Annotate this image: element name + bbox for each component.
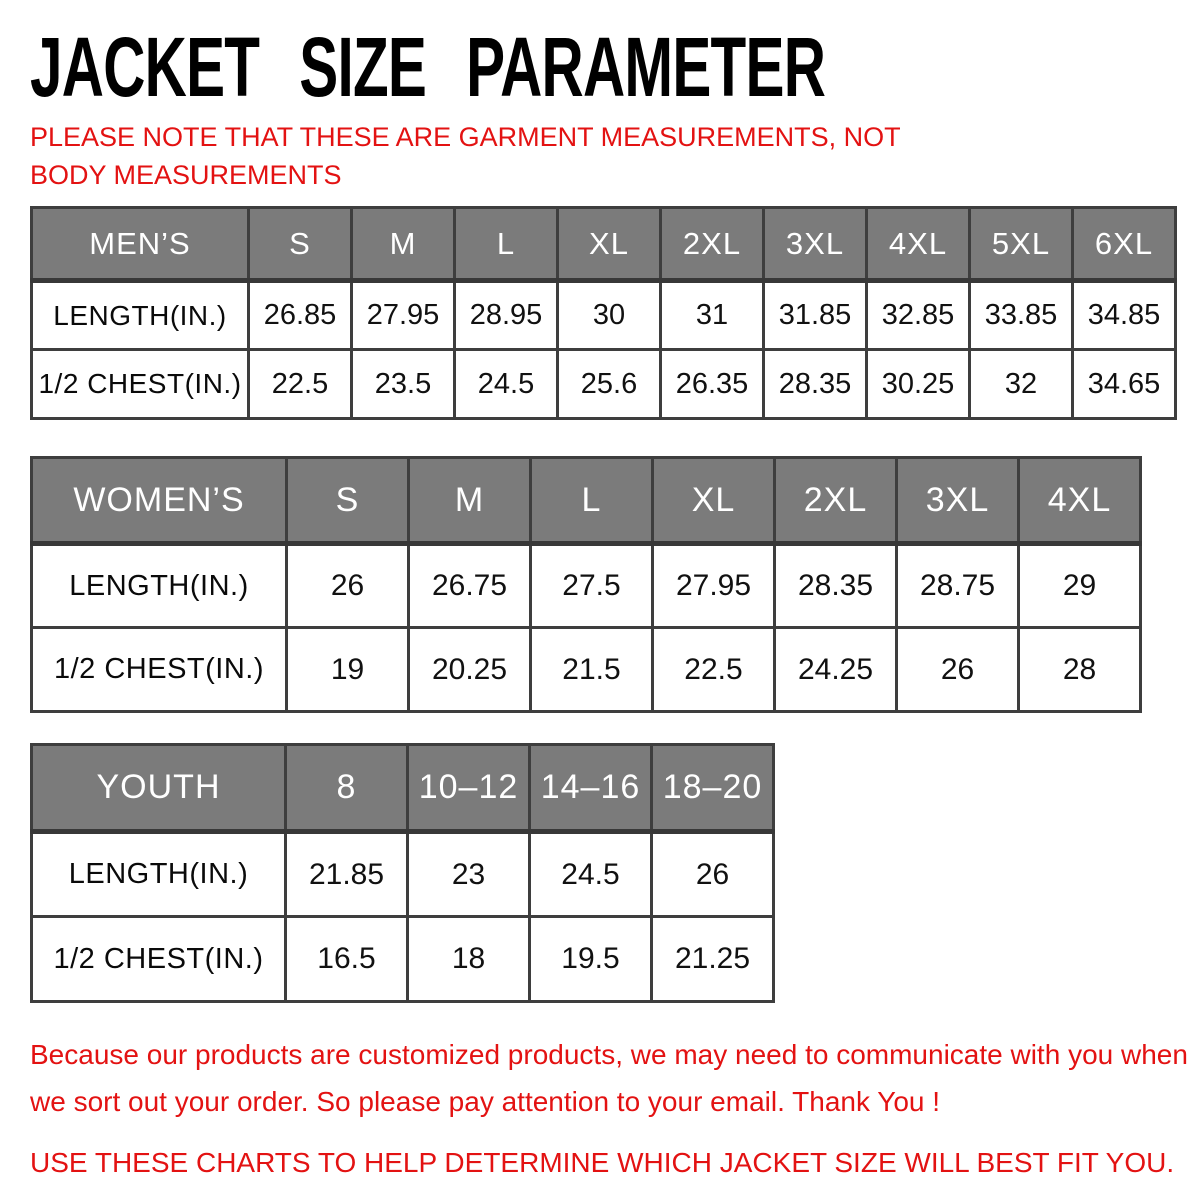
row-label: 1/2 CHEST(IN.) bbox=[32, 350, 249, 419]
womens-table-title: WOMEN’S bbox=[32, 458, 287, 544]
womens-size-header: XL bbox=[653, 458, 775, 544]
table-cell: 28 bbox=[1019, 628, 1141, 712]
table-cell: 28.95 bbox=[455, 281, 558, 350]
row-label: LENGTH(IN.) bbox=[32, 281, 249, 350]
table-cell: 27.5 bbox=[531, 544, 653, 628]
youth-size-header: 10–12 bbox=[408, 745, 530, 832]
table-cell: 21.5 bbox=[531, 628, 653, 712]
table-cell: 31 bbox=[661, 281, 764, 350]
womens-size-header: 4XL bbox=[1019, 458, 1141, 544]
mens-size-table bbox=[30, 206, 1177, 420]
youth-chest-row bbox=[32, 917, 774, 1002]
row-label: 1/2 CHEST(IN.) bbox=[32, 628, 287, 712]
youth-size-header: 14–16 bbox=[530, 745, 652, 832]
womens-length-row bbox=[32, 544, 1141, 628]
table-cell: 16.5 bbox=[286, 917, 408, 1002]
table-cell: 27.95 bbox=[352, 281, 455, 350]
table-cell: 21.25 bbox=[652, 917, 774, 1002]
mens-chest-row bbox=[32, 350, 1176, 419]
mens-size-header: S bbox=[249, 208, 352, 281]
youth-table-title: YOUTH bbox=[32, 745, 286, 832]
row-label: LENGTH(IN.) bbox=[32, 544, 287, 628]
garment-measurement-note: PLEASE NOTE THAT THESE ARE GARMENT MEASUREMENTS, NOT BODY MEASUREMENTS bbox=[30, 122, 901, 190]
table-cell: 31.85 bbox=[764, 281, 867, 350]
table-cell: 19 bbox=[287, 628, 409, 712]
table-cell: 28.35 bbox=[764, 350, 867, 419]
table-cell: 24.5 bbox=[455, 350, 558, 419]
youth-size-header: 18–20 bbox=[652, 745, 774, 832]
table-cell: 28.35 bbox=[775, 544, 897, 628]
womens-size-header: 3XL bbox=[897, 458, 1019, 544]
mens-length-row bbox=[32, 281, 1176, 350]
table-cell: 30 bbox=[558, 281, 661, 350]
table-cell: 26 bbox=[287, 544, 409, 628]
table-cell: 33.85 bbox=[970, 281, 1073, 350]
mens-size-header: M bbox=[352, 208, 455, 281]
youth-length-row bbox=[32, 832, 774, 917]
womens-size-header: 2XL bbox=[775, 458, 897, 544]
mens-header-row bbox=[32, 208, 1176, 281]
womens-size-table bbox=[30, 456, 1142, 713]
table-cell: 18 bbox=[408, 917, 530, 1002]
table-cell: 34.85 bbox=[1073, 281, 1176, 350]
table-cell: 26.85 bbox=[249, 281, 352, 350]
table-cell: 24.5 bbox=[530, 832, 652, 917]
table-cell: 26.75 bbox=[409, 544, 531, 628]
youth-size-header: 8 bbox=[286, 745, 408, 832]
table-cell: 21.85 bbox=[286, 832, 408, 917]
customization-notice: Because our products are customized products, we may need to communicate with you when we sort out your order. So please pay attention to your email. Thank You ! bbox=[30, 1039, 1188, 1117]
table-cell: 26 bbox=[652, 832, 774, 917]
table-cell: 29 bbox=[1019, 544, 1141, 628]
table-cell: 25.6 bbox=[558, 350, 661, 419]
womens-header-row bbox=[32, 458, 1141, 544]
mens-size-header: 5XL bbox=[970, 208, 1073, 281]
table-cell: 34.65 bbox=[1073, 350, 1176, 419]
womens-chest-row bbox=[32, 628, 1141, 712]
table-cell: 28.75 bbox=[897, 544, 1019, 628]
table-cell: 23 bbox=[408, 832, 530, 917]
table-cell: 26 bbox=[897, 628, 1019, 712]
womens-size-header: M bbox=[409, 458, 531, 544]
table-cell: 24.25 bbox=[775, 628, 897, 712]
table-cell: 19.5 bbox=[530, 917, 652, 1002]
mens-size-header: 4XL bbox=[867, 208, 970, 281]
womens-size-header: L bbox=[531, 458, 653, 544]
mens-size-header: 2XL bbox=[661, 208, 764, 281]
chart-usage-note: USE THESE CHARTS TO HELP DETERMINE WHICH JACKET SIZE WILL BEST FIT YOU. bbox=[30, 1147, 1175, 1178]
table-cell: 27.95 bbox=[653, 544, 775, 628]
mens-size-header: XL bbox=[558, 208, 661, 281]
mens-size-header: 6XL bbox=[1073, 208, 1176, 281]
table-cell: 22.5 bbox=[249, 350, 352, 419]
table-cell: 30.25 bbox=[867, 350, 970, 419]
womens-size-header: S bbox=[287, 458, 409, 544]
youth-size-table bbox=[30, 743, 775, 1003]
table-cell: 32.85 bbox=[867, 281, 970, 350]
page-title: JACKET SIZE PARAMETER bbox=[30, 19, 826, 115]
table-cell: 26.35 bbox=[661, 350, 764, 419]
row-label: 1/2 CHEST(IN.) bbox=[32, 917, 286, 1002]
page-title-wrap bbox=[30, 19, 1200, 115]
table-cell: 32 bbox=[970, 350, 1073, 419]
mens-size-header: 3XL bbox=[764, 208, 867, 281]
table-cell: 23.5 bbox=[352, 350, 455, 419]
youth-header-row bbox=[32, 745, 774, 832]
row-label: LENGTH(IN.) bbox=[32, 832, 286, 917]
table-cell: 20.25 bbox=[409, 628, 531, 712]
mens-size-header: L bbox=[455, 208, 558, 281]
mens-table-title: MEN’S bbox=[32, 208, 249, 281]
table-cell: 22.5 bbox=[653, 628, 775, 712]
